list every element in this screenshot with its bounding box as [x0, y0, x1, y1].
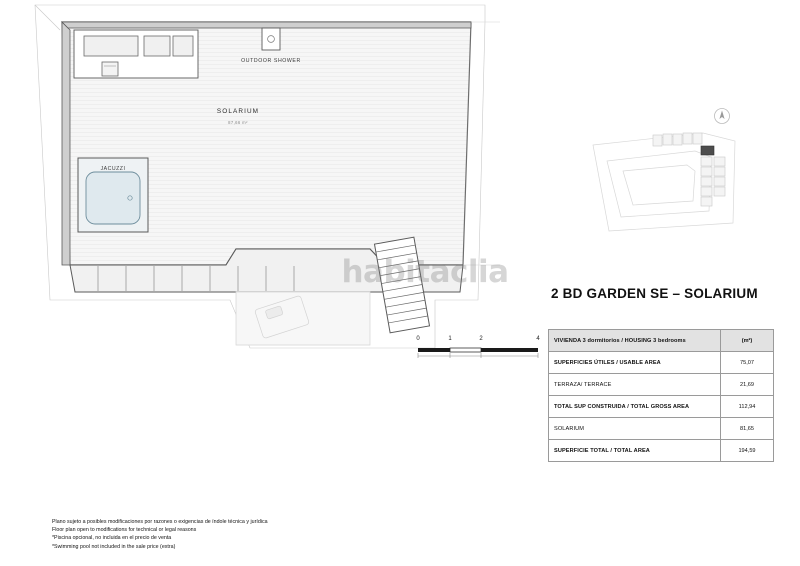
- disclaimer-line-4: *Swimming pool not included in the sale price (extra): [52, 543, 176, 550]
- watermark: habitaclia: [341, 254, 509, 290]
- scale-bar-graphic: [415, 346, 540, 364]
- row-label-total-area: SUPERFICIE TOTAL / TOTAL AREA: [549, 440, 721, 462]
- table-header-name: VIVIENDA 3 dormitorios / HOUSING 3 bedrooms: [549, 330, 721, 352]
- north-arrow-icon: [715, 109, 730, 124]
- disclaimer-line-2: Floor plan open to modifications for technical or legal reasons: [52, 527, 197, 534]
- table-header-unit: (m²): [721, 330, 774, 352]
- row-label-terrace: TERRAZA/ TERRACE: [549, 374, 721, 396]
- outdoor-shower-fixture: [262, 28, 280, 50]
- row-value-terrace: 21,69: [721, 374, 774, 396]
- table-row: [549, 374, 774, 396]
- disclaimer: [52, 518, 472, 551]
- scale-tick-1: 1: [448, 336, 452, 342]
- disclaimer-line-1: Plano sujeto a posibles modificaciones por razones o exigencias de índole técnica y jurídica: [52, 519, 268, 525]
- scale-bar: [415, 336, 540, 366]
- row-value-gross-area: 112,94: [721, 396, 774, 418]
- outdoor-shower-label: OUTDOOR SHOWER: [241, 58, 301, 64]
- area-table: [548, 329, 774, 462]
- highlighted-unit: [701, 146, 714, 155]
- row-label-usable-area: SUPERFICIES ÚTILES / USABLE AREA: [549, 352, 721, 374]
- page-title: 2 BD GARDEN SE – SOLARIUM: [551, 286, 758, 301]
- row-value-total-area: 194,59: [721, 440, 774, 462]
- table-header-row: [549, 330, 774, 352]
- disclaimer-line-3: *Piscina opcional, no incluida en el precio de venta: [52, 535, 172, 542]
- table-row: [549, 440, 774, 462]
- table-row: [549, 396, 774, 418]
- table-row: [549, 418, 774, 440]
- jacuzzi-label: JACUZZI: [100, 166, 126, 172]
- lower-level-ghost: [236, 292, 370, 345]
- site-key-plan: [583, 105, 751, 245]
- service-area-top-left: [74, 30, 198, 78]
- row-value-usable-area: 75,07: [721, 352, 774, 374]
- solarium-area-label: 87,66 m²: [228, 120, 248, 125]
- row-label-solarium: SOLARIUM: [549, 418, 721, 440]
- row-label-gross-area: TOTAL SUP CONSTRUIDA / TOTAL GROSS AREA: [549, 396, 721, 418]
- row-value-solarium: 81,65: [721, 418, 774, 440]
- solarium-label: SOLARIUM: [216, 108, 260, 115]
- scale-tick-2: 2: [479, 336, 483, 342]
- scale-bar-ticks: [415, 336, 540, 346]
- scale-tick-3: 4: [536, 336, 540, 342]
- scale-tick-0: 0: [416, 336, 420, 342]
- table-row: [549, 352, 774, 374]
